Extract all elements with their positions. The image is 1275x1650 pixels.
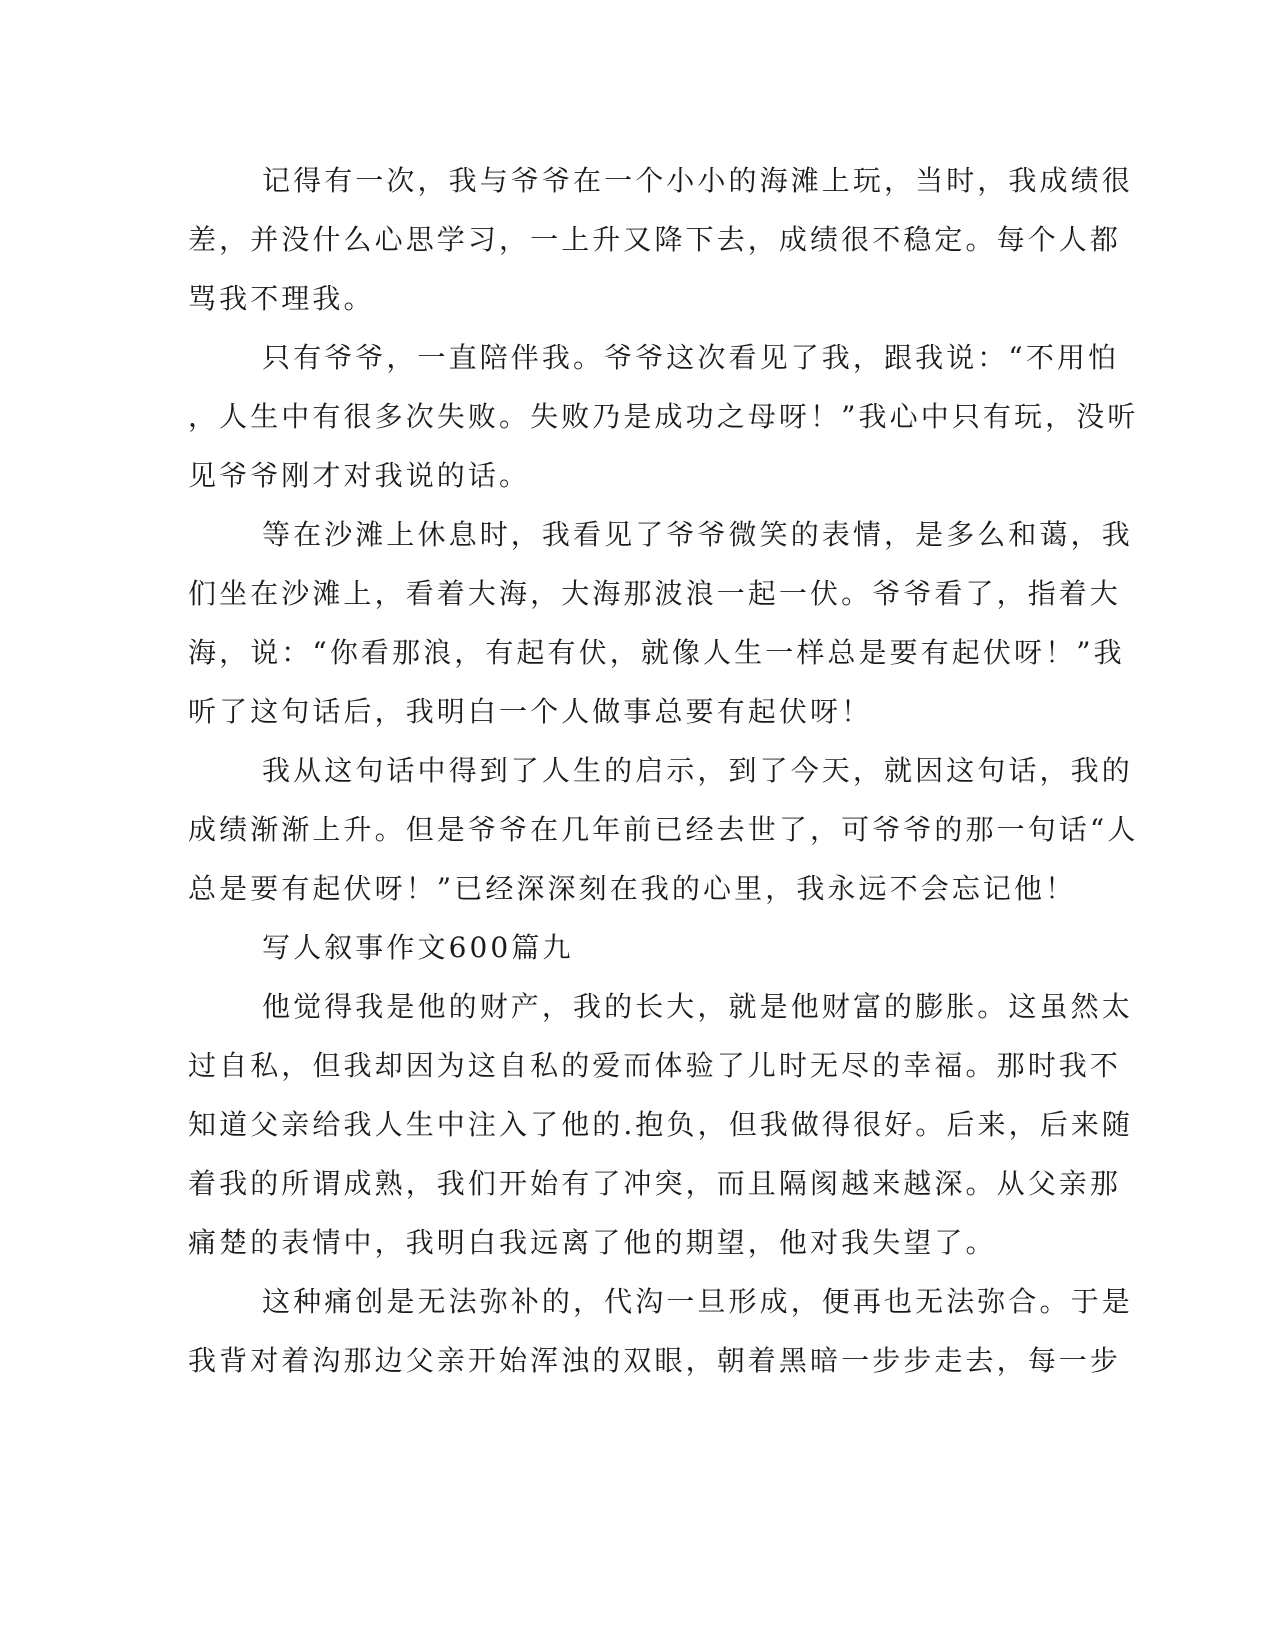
text-line: 骂我不理我。	[188, 282, 375, 315]
text-line: 差，并没什么心思学习，一上升又降下去，成绩很不稳定。每个人都	[188, 223, 1122, 256]
text-line: 海，说：“你看那浪，有起有伏，就像人生一样总是要有起伏呀！”我	[188, 636, 1125, 669]
text-line: 总是要有起伏呀！”已经深深刻在我的心里，我永远不会忘记他！	[188, 872, 1077, 905]
text-line: 等在沙滩上休息时，我看见了爷爷微笑的表情，是多么和蔼，我	[262, 518, 1133, 551]
section-heading: 写人叙事作文600篇九	[262, 931, 574, 964]
text-line: 我从这句话中得到了人生的启示，到了今天，就因这句话，我的	[262, 754, 1133, 787]
text-line: 记得有一次，我与爷爷在一个小小的海滩上玩，当时，我成绩很	[262, 164, 1133, 197]
text-line: ，人生中有很多次失败。失败乃是成功之母呀！”我心中只有玩，没听	[188, 400, 1139, 433]
text-line: 见爷爷刚才对我说的话。	[188, 459, 531, 492]
text-line: 知道父亲给我人生中注入了他的.抱负，但我做得很好。后来，后来随	[188, 1108, 1134, 1141]
text-line: 成绩渐渐上升。但是爷爷在几年前已经去世了，可爷爷的那一句话“人	[188, 813, 1139, 846]
text-line: 这种痛创是无法弥补的，代沟一旦形成，便再也无法弥合。于是	[262, 1285, 1133, 1318]
text-line: 们坐在沙滩上，看着大海，大海那波浪一起一伏。爷爷看了，指着大	[188, 577, 1122, 610]
text-line: 听了这句话后，我明白一个人做事总要有起伏呀！	[188, 695, 873, 728]
text-line: 痛楚的表情中，我明白我远离了他的期望，他对我失望了。	[188, 1226, 997, 1259]
text-line: 过自私，但我却因为这自私的爱而体验了儿时无尽的幸福。那时我不	[188, 1049, 1122, 1082]
text-line: 着我的所谓成熟，我们开始有了冲突，而且隔阂越来越深。从父亲那	[188, 1167, 1122, 1200]
text-line: 我背对着沟那边父亲开始浑浊的双眼，朝着黑暗一步步走去，每一步	[188, 1344, 1122, 1377]
text-line: 只有爷爷，一直陪伴我。爷爷这次看见了我，跟我说：“不用怕	[262, 341, 1120, 374]
text-line: 他觉得我是他的财产，我的长大，就是他财富的膨胀。这虽然太	[262, 990, 1133, 1023]
